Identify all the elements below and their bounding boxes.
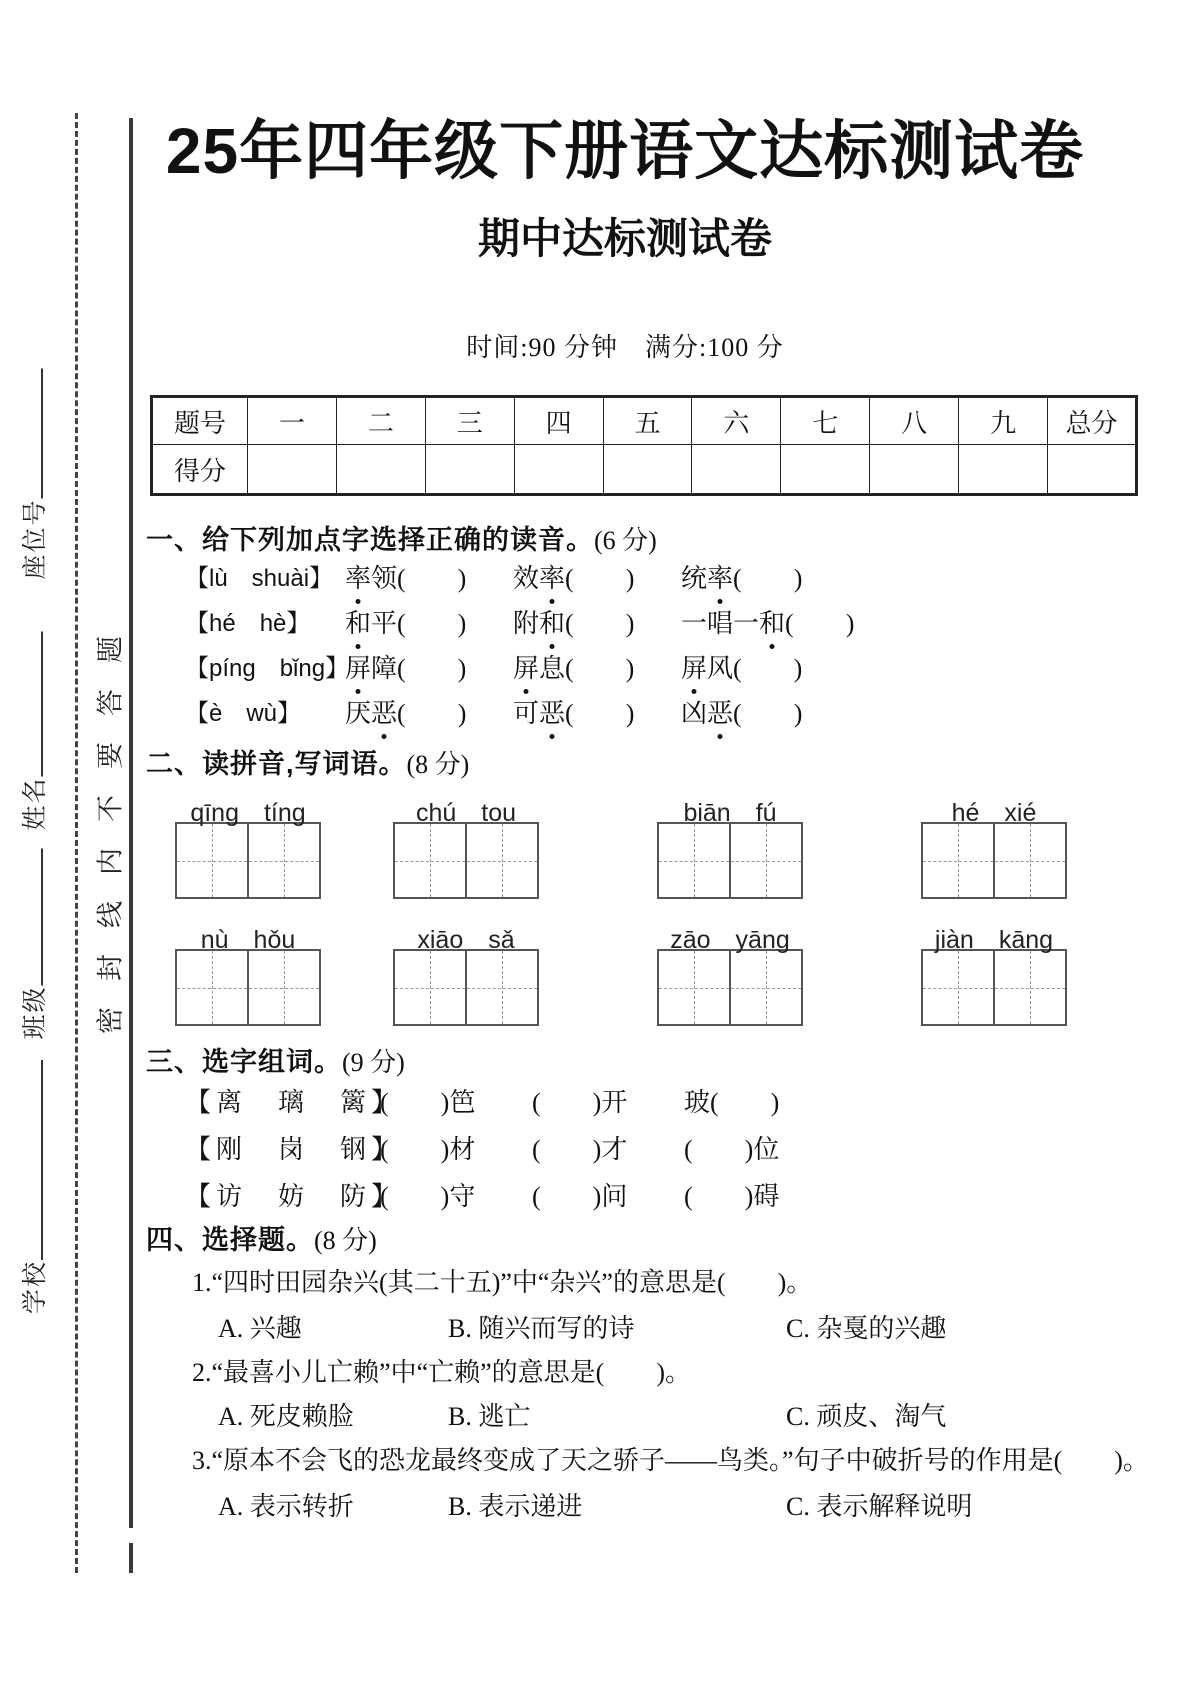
field-name [15, 631, 51, 830]
question-text: 3.“原本不会飞的恐龙最终变成了天之骄子——鸟类。”句子中破折号的作用是( )。 [192, 1446, 1149, 1475]
field-school-label: 学校 [22, 1259, 49, 1315]
pinyin-label: zāo yāng [670, 926, 790, 954]
section-1-points: (6 分) [594, 526, 657, 555]
score-header-cell: 八 [870, 397, 959, 445]
score-cell [1048, 445, 1137, 495]
word-item: 一唱一和( ) [681, 603, 849, 640]
choose-character-row [140, 1082, 1150, 1129]
word-item: 厌恶( ) [345, 693, 513, 730]
pinyin-writing-row [140, 793, 1067, 899]
question-options [218, 1396, 1148, 1433]
pinyin-group [175, 793, 321, 899]
field-underline [32, 631, 43, 776]
section-2-heading [146, 742, 469, 781]
pinyin-group [393, 793, 539, 899]
section-4-heading [146, 1218, 377, 1257]
section-1-heading-text: 一、给下列加点字选择正确的读音。 [146, 525, 594, 555]
option-c: C. 杂戛的兴趣 [786, 1314, 947, 1343]
section-3-points: (9 分) [342, 1048, 405, 1077]
question-text: 2.“最喜小儿亡赖”中“亡赖”的意思是( )。 [192, 1358, 691, 1387]
score-cell [870, 445, 959, 495]
score-table-score-row [152, 445, 1137, 495]
fill-item: ( )位 [684, 1135, 780, 1164]
page-title: 25年四年级下册语文达标测试卷 [165, 115, 1085, 187]
score-header-cell: 总分 [1048, 397, 1137, 445]
section-4-heading-text: 四、选择题。 [146, 1225, 314, 1255]
seal-solid-line [129, 118, 133, 1528]
pinyin-group [921, 793, 1067, 899]
pinyin-label: qīng tíng [190, 799, 306, 827]
section-3-heading-text: 三、选字组词。 [146, 1047, 342, 1077]
field-school [15, 1060, 51, 1314]
dotted-char: 率 [345, 558, 371, 595]
character-writing-box[interactable] [393, 822, 539, 899]
pinyin-label: biān fú [683, 799, 777, 827]
section-4-points: (8 分) [314, 1226, 377, 1255]
option-a: A. 死皮赖脸 [218, 1402, 354, 1431]
question-options [218, 1308, 1148, 1345]
pronunciation-row [140, 693, 1150, 738]
score-cell [248, 445, 337, 495]
word-item: 屏风( ) [681, 648, 849, 685]
score-cell [781, 445, 870, 495]
fill-item: ( )材 [380, 1135, 476, 1164]
dotted-char: 恶 [707, 693, 733, 730]
section-2-points: (8 分) [406, 750, 470, 779]
character-writing-box[interactable] [393, 949, 539, 1026]
choose-character-row [140, 1176, 1150, 1223]
pinyin-writing-row [140, 920, 1067, 1026]
pronunciation-row [140, 603, 1150, 648]
option-b: B. 逃亡 [448, 1402, 531, 1431]
dotted-char: 恶 [371, 693, 397, 730]
character-choices: 【离 璃 篱】 [185, 1088, 403, 1117]
score-cell [425, 445, 514, 495]
score-cell [603, 445, 692, 495]
pinyin-label: nù hǒu [200, 926, 296, 954]
field-class-label: 班级 [22, 985, 49, 1040]
pinyin-label: chú tou [415, 799, 517, 827]
pinyin-label: xiāo sǎ [417, 926, 515, 954]
pinyin-group [393, 920, 539, 1026]
fill-item: ( )碍 [684, 1182, 780, 1211]
score-header-cell: 五 [603, 397, 692, 445]
pinyin-group [921, 920, 1067, 1026]
question-text: 1.“四时田园杂兴(其二十五)”中“杂兴”的意思是( )。 [192, 1268, 813, 1297]
word-item: 效率( ) [513, 558, 681, 595]
word-item: 屏障( ) [345, 648, 513, 685]
character-writing-box[interactable] [657, 949, 803, 1026]
fill-item: ( )笆 [380, 1088, 476, 1117]
word-item: 统率( ) [681, 558, 849, 595]
seal-solid-line-tail [129, 1543, 133, 1573]
dotted-char: 和 [539, 603, 565, 640]
seal-warning-text: 密封线内不要答题 [95, 610, 126, 1034]
score-header-cell: 题号 [152, 397, 248, 445]
score-cell [959, 445, 1048, 495]
fill-item: ( )守 [380, 1182, 476, 1211]
option-a: A. 兴趣 [218, 1314, 302, 1343]
field-seat-number-label: 座位号 [22, 498, 49, 580]
field-underline [32, 1060, 43, 1260]
character-writing-box[interactable] [921, 822, 1067, 899]
score-header-cell: 七 [781, 397, 870, 445]
fold-dashed-line [75, 113, 78, 1573]
page-subtitle: 期中达标测试卷 [477, 215, 772, 262]
character-writing-box[interactable] [921, 949, 1067, 1026]
word-item: 屏息( ) [513, 648, 681, 685]
fill-item: ( )才 [532, 1135, 628, 1164]
field-underline [32, 848, 43, 985]
score-cell [336, 445, 425, 495]
choose-character-row [140, 1129, 1150, 1176]
score-cell [514, 445, 603, 495]
pinyin-group [657, 793, 803, 899]
character-writing-box[interactable] [175, 949, 321, 1026]
score-header-cell: 三 [425, 397, 514, 445]
pinyin-choices: 【píng bǐng】 [185, 655, 350, 682]
word-item: 凶恶( ) [681, 693, 849, 730]
character-writing-box[interactable] [657, 822, 803, 899]
option-b: B. 随兴而写的诗 [448, 1314, 635, 1343]
fill-item: 玻( ) [684, 1088, 780, 1117]
dotted-char: 率 [707, 558, 733, 595]
score-header-cell: 二 [336, 397, 425, 445]
option-c: C. 顽皮、淘气 [786, 1402, 947, 1431]
character-choices: 【访 妨 防】 [185, 1182, 403, 1211]
field-seat-number [15, 368, 51, 579]
pronunciation-row [140, 558, 1150, 603]
fill-item: ( )问 [532, 1182, 628, 1211]
word-item: 附和( ) [513, 603, 681, 640]
option-b: B. 表示递进 [448, 1492, 583, 1521]
word-item: 率领( ) [345, 558, 513, 595]
section-2-heading-text: 二、读拼音,写词语。 [146, 749, 407, 779]
dotted-char: 和 [345, 603, 371, 640]
option-a: A. 表示转折 [218, 1492, 354, 1521]
dotted-char: 率 [539, 558, 565, 595]
dotted-char: 屏 [513, 648, 539, 685]
pinyin-choices: 【lù shuài】 [185, 565, 334, 592]
character-choices: 【刚 岗 钢】 [185, 1135, 403, 1164]
fill-item: ( )开 [532, 1088, 628, 1117]
field-class [15, 848, 51, 1039]
dotted-char: 屏 [345, 648, 371, 685]
question-options [218, 1486, 1148, 1523]
pinyin-choices: 【hé hè】 [185, 610, 311, 637]
field-name-label: 姓名 [22, 776, 49, 831]
option-c: C. 表示解释说明 [786, 1492, 973, 1521]
time-score-meta: 时间:90 分钟 满分:100 分 [466, 333, 784, 362]
dotted-char: 屏 [681, 648, 707, 685]
pronunciation-row [140, 648, 1150, 693]
score-header-cell: 九 [959, 397, 1048, 445]
score-cell [692, 445, 781, 495]
pinyin-label: jiàn kāng [934, 926, 1054, 954]
score-header-cell: 一 [248, 397, 337, 445]
score-header-cell: 六 [692, 397, 781, 445]
pinyin-group [175, 920, 321, 1026]
pinyin-group [657, 920, 803, 1026]
pinyin-choices: 【è wù】 [185, 700, 302, 727]
score-table-header-row [152, 397, 1137, 445]
score-row-label: 得分 [152, 445, 248, 495]
score-header-cell: 四 [514, 397, 603, 445]
section-1-heading [146, 518, 657, 557]
section-3-heading [146, 1040, 405, 1079]
word-item: 可恶( ) [513, 693, 681, 730]
score-table [150, 395, 1138, 496]
dotted-char: 恶 [539, 693, 565, 730]
character-writing-box[interactable] [175, 822, 321, 899]
pinyin-label: hé xié [951, 799, 1037, 827]
field-underline [32, 368, 43, 498]
dotted-char: 和 [759, 603, 785, 640]
word-item: 和平( ) [345, 603, 513, 640]
